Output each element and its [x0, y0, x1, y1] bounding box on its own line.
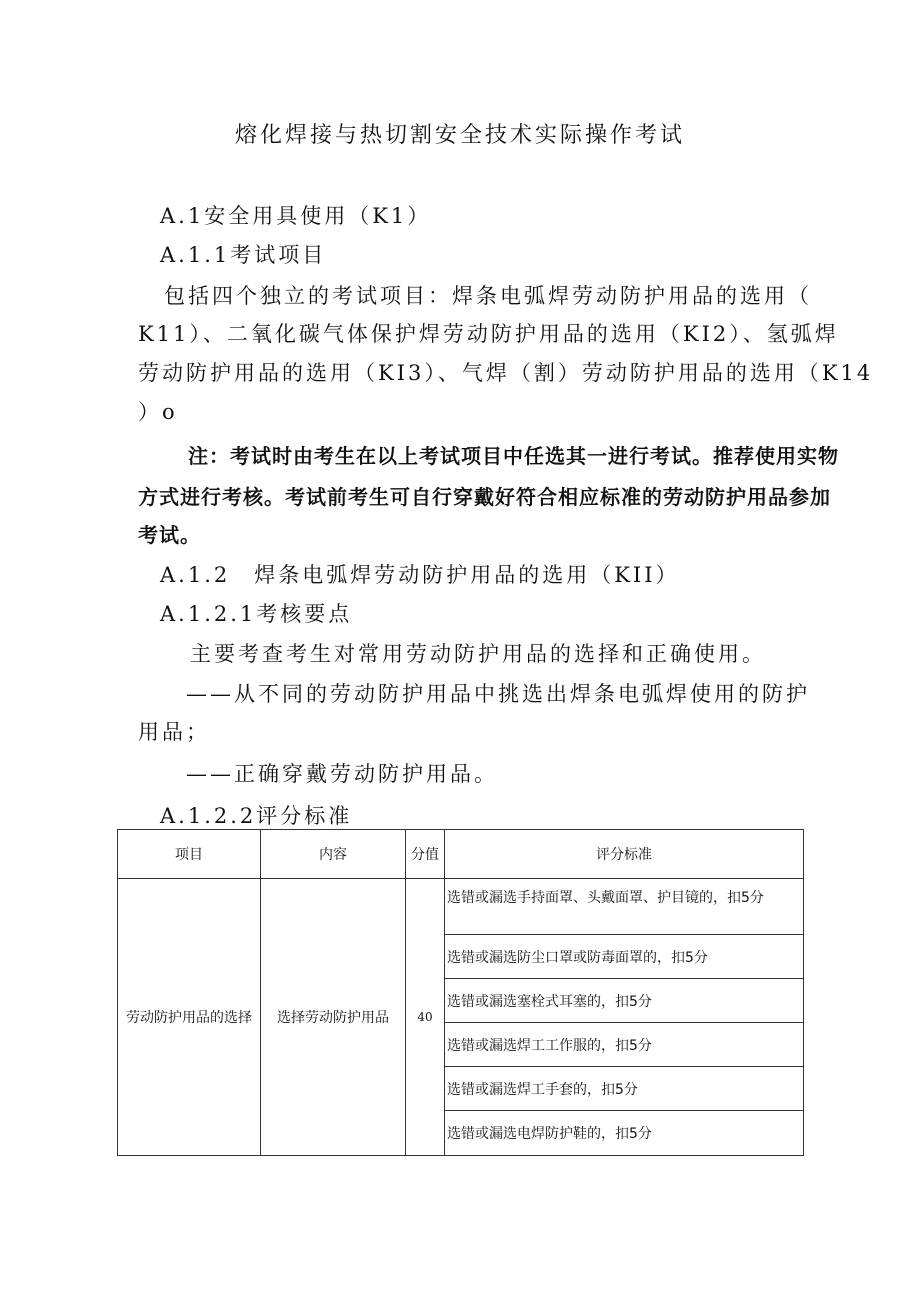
cell-criterion: 选错或漏选手持面罩、头戴面罩、护目镜的，扣5分 — [445, 879, 804, 935]
paragraph-line: 包括四个独立的考试项目：焊条电弧焊劳动防护用品的选用（ — [164, 284, 812, 308]
cell-item: 劳动防护用品的选择 — [118, 879, 261, 1156]
paragraph-line: 劳动防护用品的选用（KI3）、气焊（割）劳动防护用品的选用（K14 — [138, 361, 874, 385]
note-line: 注：考试时由考生在以上考试项目中任选其一进行考试。推荐使用实物 — [188, 444, 839, 468]
cell-criterion: 选错或漏选焊工手套的，扣5分 — [445, 1067, 804, 1111]
note-line: 考试。 — [138, 523, 201, 547]
cell-criterion: 选错或漏选焊工工作服的，扣5分 — [445, 1023, 804, 1067]
cell-criterion: 选错或漏选电焊防护鞋的，扣5分 — [445, 1111, 804, 1156]
note-line: 方式进行考核。考试前考生可自行穿戴好符合相应标准的劳动防护用品参加 — [138, 485, 831, 509]
paragraph-line: 主要考查考生对常用劳动防护用品的选择和正确使用。 — [190, 642, 766, 666]
page-title: 熔化焊接与热切割安全技术实际操作考试 — [234, 123, 685, 148]
section-heading-a1-1: A.1.1考试项目 — [160, 243, 327, 267]
header-item: 项目 — [118, 830, 261, 879]
header-content: 内容 — [261, 830, 406, 879]
cell-criterion: 选错或漏选防尘口罩或防毒面罩的，扣5分 — [445, 935, 804, 979]
header-criteria: 评分标准 — [445, 830, 804, 879]
header-score: 分值 — [406, 830, 445, 879]
paragraph-line: ）o — [138, 400, 178, 424]
cell-score: 40 — [406, 879, 445, 1156]
cell-content: 选择劳动防护用品 — [261, 879, 406, 1156]
section-heading-a1-2-1: A.1.2.1考核要点 — [160, 602, 353, 626]
section-heading-a1: A.1安全用具使用（K1） — [160, 204, 432, 228]
table-row — [118, 879, 804, 935]
paragraph-line: K11）、二氧化碳气体保护焊劳动防护用品的选用（KI2）、氢弧焊 — [138, 322, 839, 346]
cell-criterion: 选错或漏选塞栓式耳塞的，扣5分 — [445, 979, 804, 1023]
section-heading-a1-2-2: A.1.2.2评分标准 — [160, 804, 353, 828]
scoring-table — [117, 829, 804, 1156]
table-header-row — [118, 830, 804, 879]
bullet-line: ——从不同的劳动防护用品中挑选出焊条电弧焊使用的防护 — [186, 682, 810, 706]
section-heading-a1-2: A.1.2 焊条电弧焊劳动防护用品的选用（KII） — [160, 563, 680, 587]
bullet-line: ——正确穿戴劳动防护用品。 — [186, 762, 498, 786]
bullet-line: 用品； — [138, 720, 210, 744]
